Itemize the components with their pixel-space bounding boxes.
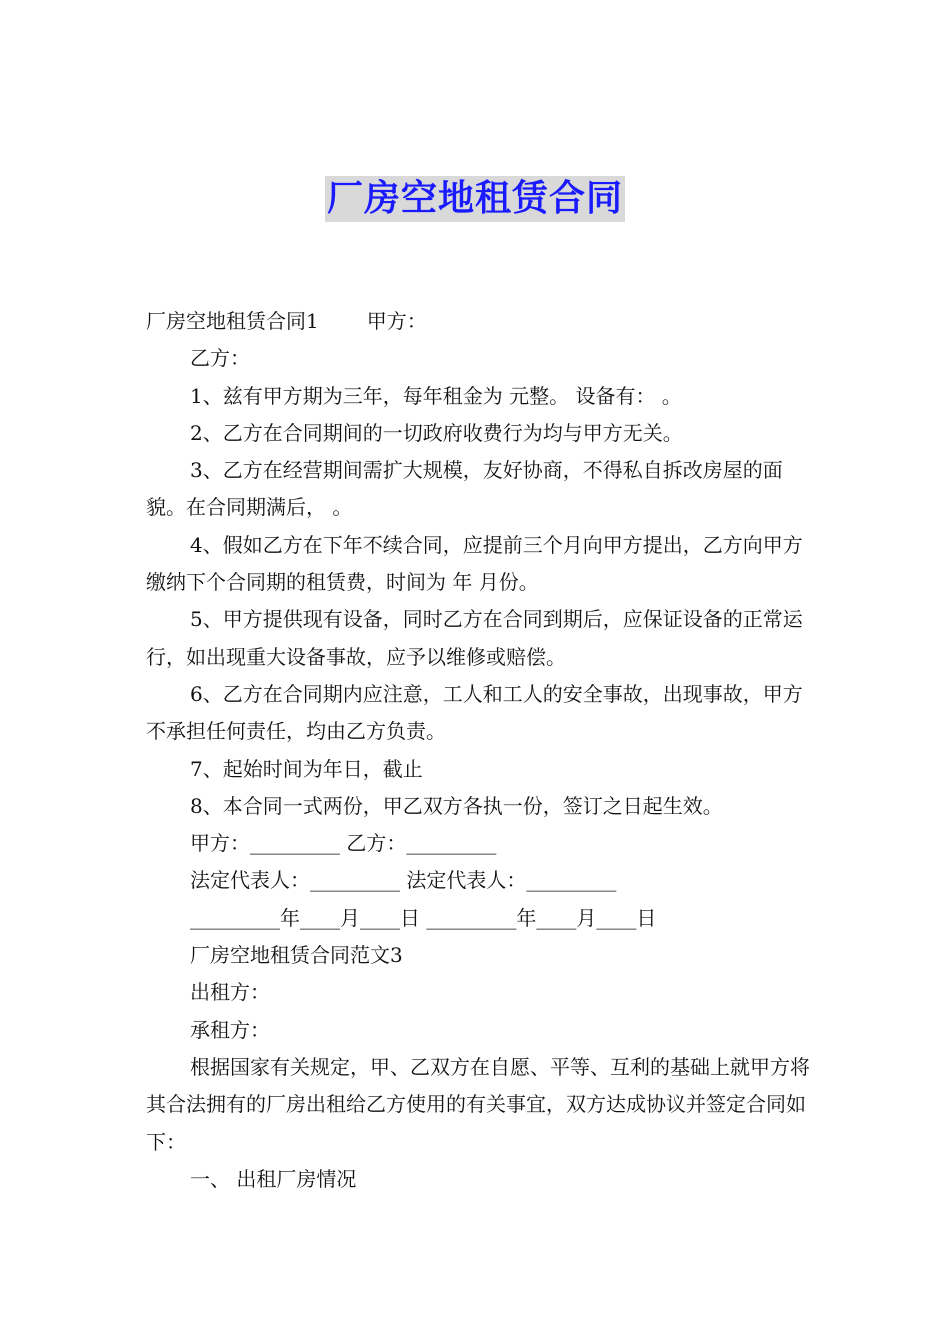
contract1-heading-line [146,303,816,340]
contract3-heading: 厂房空地租赁合同范文3 [190,943,403,968]
title-container [0,176,950,222]
signature-dates: _________年____月____日 _________年____月____日 [190,905,657,930]
contract1-heading: 厂房空地租赁合同1 [146,309,319,333]
clause-6: 6、乙方在合同期内应注意，工人和工人的安全事故，出现事故，甲方不承担任何责任，均由乙方负责。 [146,681,803,744]
signature-parties: 甲方：_________ 乙方：_________ [190,831,497,856]
lessee-label: 承租方： [190,1017,270,1042]
document-body [146,303,816,1198]
clause-1: 1、兹有甲方期为三年，每年租金为 元整。 设备有： 。 [190,383,682,408]
party-b-label: 乙方： [190,346,250,371]
preamble: 根据国家有关规定，甲、乙双方在自愿、平等、互利的基础上就甲方将其合法拥有的厂房出租给乙方使用的有关事宜，双方达成协议并签定合同如下： [146,1054,810,1154]
party-a-label: 甲方： [366,309,427,333]
clause-5: 5、甲方提供现有设备，同时乙方在合同到期后，应保证设备的正常运行，如出现重大设备事故，应予以维修或赔偿。 [146,607,803,669]
lessor-label: 出租方： [190,980,270,1005]
clause-4: 4、假如乙方在下年不续合同，应提前三个月向甲方提出，乙方向甲方缴纳下个合同期的租赁费，时间为 年 月份。 [146,532,803,595]
section-1-heading: 一、 出租厂房情况 [190,1166,357,1191]
clause-2: 2、乙方在合同期间的一切政府收费行为均与甲方无关。 [190,420,683,445]
signature-representatives: 法定代表人：_________ 法定代表人：_________ [190,868,617,893]
clause-7: 7、起始时间为年日，截止 [190,756,423,781]
clause-3: 3、乙方在经营期间需扩大规模，友好协商，不得私自拆改房屋的面貌。在合同期满后， 。 [146,458,783,520]
document-title: 厂房空地租赁合同 [325,176,625,222]
clause-8: 8、本合同一式两份，甲乙双方各执一份，签订之日起生效。 [190,793,723,818]
